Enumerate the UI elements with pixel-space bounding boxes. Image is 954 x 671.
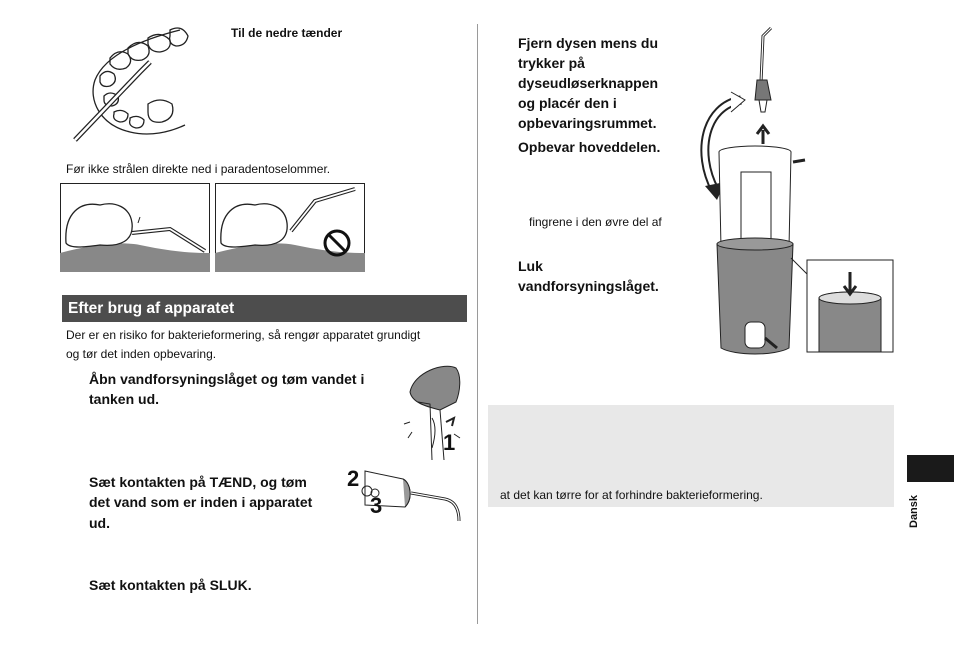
note-text: at det kan tørre for at forhindre bakterieformering. (500, 488, 763, 502)
step-c-line-2: vandforsyningslåget. (518, 278, 659, 294)
step2-line-1: Sæt kontakten på TÆND, og tøm (89, 474, 307, 490)
step1-line-2: tanken ud. (89, 391, 160, 407)
column-divider (477, 24, 478, 624)
step-b-text: Opbevar hoveddelen. (518, 139, 661, 155)
nozzle-storage-illustration (695, 22, 895, 362)
step2-line-2: det vand som er inden i apparatet (89, 494, 313, 510)
language-label (906, 494, 922, 560)
language-tab (907, 455, 954, 482)
step1-line-1: Åbn vandforsyningslåget og tøm vandet i (89, 371, 365, 387)
step-a-line-2: trykker på (518, 55, 585, 71)
step-a-text (518, 33, 658, 133)
incorrect-angle-illustration (215, 183, 365, 273)
prohibited-icon (325, 231, 351, 257)
figure-label-1: 1 (443, 430, 456, 455)
language-label-text: Dansk (908, 494, 920, 528)
fingers-text: fingrene i den øvre del af (529, 215, 662, 229)
figure-label-2: 2 (347, 466, 360, 491)
step-c-line-1: Luk (518, 258, 543, 274)
section-heading: Efter brug af apparatet (62, 295, 467, 322)
warning-text: Før ikke strålen direkte ned i paradentoselommer. (66, 162, 331, 176)
figure-label-3: 3 (370, 493, 383, 518)
intro-line-2: og tør det inden opbevaring. (66, 347, 217, 361)
step3-text: Sæt kontakten på SLUK. (89, 577, 252, 593)
step-a-line-3: dyseudløserknappen (518, 75, 659, 91)
correct-angle-illustration (60, 183, 210, 273)
step-a-line-5: opbevaringsrummet. (518, 115, 657, 131)
step-a-line-4: og placér den i (518, 95, 617, 111)
caption-lower-teeth: Til de nedre tænder (231, 26, 343, 40)
step-a-line-1: Fjern dysen mens du (518, 35, 659, 51)
intro-line-1: Der er en risiko for bakterieformering, så rengør apparatet grundigt (66, 328, 421, 342)
switch-on-illustration (345, 465, 465, 535)
step2-line-3: ud. (89, 515, 110, 531)
